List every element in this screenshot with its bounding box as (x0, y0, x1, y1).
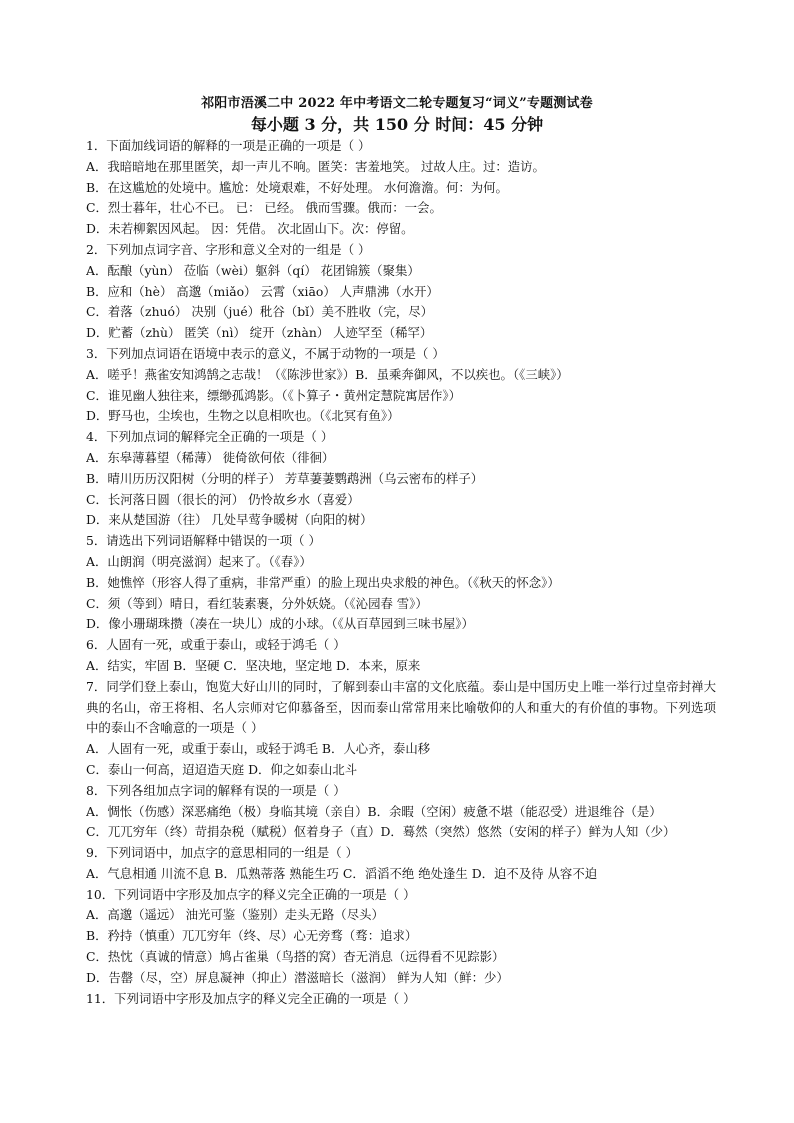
exam-title: 祁阳市浯溪二中 2022 年中考语文二轮专题复习“词义”专题测试卷 (201, 96, 593, 111)
option-line: A．惆怅（伤感）深恶痛绝（极）身临其境（亲自）B．余暇（空闲）疲惫不堪（能忍受）进退维谷（是） (86, 803, 662, 819)
option-line: B．在这尴尬的处境中。尴尬：处境艰难，不好处理。 水何澹澹。何：为何。 (86, 179, 508, 195)
question-line: 5．请选出下列词语解释中错误的一项（ ） (86, 533, 321, 549)
option-line: B．她憔悴（形容人得了重病，非常严重）的脸上现出央求般的神色。（《秋天的怀念》） (86, 574, 560, 590)
exam-subtitle: 每小题 3 分，共 150 分 时间：45 分钟 (250, 115, 544, 134)
option-line: C．须（等到）晴日，看红装素裹，分外妖娆。（《沁园春 雪》） (86, 595, 428, 611)
question-line: 2．下列加点词字音、字形和意义全对的一组是（ ） (86, 241, 371, 257)
option-line: D．未若柳絮因风起。 因：凭借。 次北固山下。次：停留。 (86, 221, 414, 237)
option-line: C．泰山一何高，迢迢造天庭 D．仰之如泰山北斗 (86, 761, 358, 777)
question-line: 3．下列加点词语在语境中表示的意义，不属于动物的一项是（ ） (86, 345, 445, 361)
option-line: D．野马也，尘埃也，生物之以息相吹也。（《北冥有鱼》） (86, 408, 400, 424)
question-line: 8．下列各组加点字词的解释有误的一项是（ ） (86, 782, 346, 798)
option-line: A．东皋薄暮望（稀薄） 徙倚欲何依（徘徊） (86, 449, 335, 465)
option-line: D．贮蓄（zhù） 匿笑（nì） 绽开（zhàn） 人迹罕至（稀罕） (86, 325, 433, 341)
option-line: A．山朗润（明亮滋润）起来了。（《春》） (86, 553, 312, 569)
question-line: 10．下列词语中字形及加点字的释义完全正确的一项是（ ） (86, 886, 416, 902)
option-line: A．酝酿（yùn） 莅临（wèi）躯斜（qí） 花团锦簇（聚集） (86, 262, 420, 278)
option-line: D．来从楚国游（往） 几处早莺争暖树（向阳的树） (86, 512, 373, 528)
option-line: C．热忱（真诚的情意）鸠占雀巢（鸟搭的窝）杳无消息（远得看不见踪影） (86, 949, 505, 965)
option-line: A．结实，牢固 B．坚硬 C．坚决地，坚定地 D．本来，原来 (86, 657, 421, 673)
option-line: A．我暗暗地在那里匿笑，却一声儿不响。匿笑：害羞地笑。 过故人庄。过：造访。 (86, 158, 545, 174)
option-line: D．告罄（尽，空）屏息凝神（抑止）潜滋暗长（滋润） 鲜为人知（鲜：少） (86, 969, 509, 985)
option-line: B．应和（hè） 高邈（miǎo） 云霄（xiāo） 人声鼎沸（水开） (86, 283, 439, 299)
question-line: 4．下列加点词的解释完全正确的一项是（ ） (86, 429, 334, 445)
option-line: C．长河落日圆（很长的河） 仍怜故乡水（喜爱） (86, 491, 360, 507)
option-line: B．矜持（慎重）兀兀穷年（终、尽）心无旁骛（骛：追求） (86, 928, 418, 944)
question-line: 7．同学们登上泰山，饱览大好山川的同时，了解到泰山丰富的文化底蕴。泰山是中国历史上唯一举行过皇帝封禅大典的名山，帝王将相、名人宗师对它仰慕备至，因而泰山常常用来比喻敬仰的人和重大的有价值的事物。下列选项中的泰山不含喻意的一项是（ ） (86, 678, 716, 736)
question-line: 6．人固有一死，或重于泰山，或轻于鸿毛（ ） (86, 637, 346, 653)
option-line: B．晴川历历汉阳树（分明的样子） 芳草萋萋鹦鹉洲（乌云密布的样子） (86, 470, 484, 486)
question-line: 11．下列词语中字形及加点字的释义完全正确的一项是（ ） (86, 990, 416, 1006)
option-line: D．像小珊瑚珠攒（凑在一块儿）成的小球。（《从百草园到三味书屋》） (86, 616, 474, 632)
option-line: C．着落（zhuó） 决别（jué）秕谷（bǐ）美不胜收（完，尽） (86, 304, 434, 320)
option-line: C．谁见幽人独往来，缥缈孤鸿影。（《卜算子・黄州定慧院寓居作》） (86, 387, 461, 403)
option-line: A．高邈（遥远） 油光可鉴（鉴别）走头无路（尽头） (86, 907, 384, 923)
option-line: C．兀兀穷年（终）苛捐杂税（赋税）伛着身子（直）D．蓦然（突然）悠然（安闲的样子）鲜为人知（少） (86, 824, 676, 840)
question-body (86, 136, 716, 1009)
option-line: A．嗟乎！燕雀安知鸿鹄之志哉！（《陈涉世家》）B．虽乘奔御风，不以疾也。（《三峡》） (86, 366, 569, 382)
option-line: A．人固有一死，或重于泰山，或轻于鸿毛 B．人心齐，泰山移 (86, 741, 431, 757)
option-line: A．气息相通 川流不息 B．瓜熟蒂落 熟能生巧 C．滔滔不绝 绝处逢生 D．迫不及待 从容不迫 (86, 865, 598, 881)
question-line: 1．下面加线词语的解释的一项是正确的一项是（ ） (86, 138, 371, 153)
option-line: C．烈士暮年，壮心不已。 已： 已经。 俄而雪骤。俄而：一会。 (86, 200, 442, 216)
question-line: 9．下列词语中，加点字的意思相同的一组是（ ） (86, 845, 359, 861)
